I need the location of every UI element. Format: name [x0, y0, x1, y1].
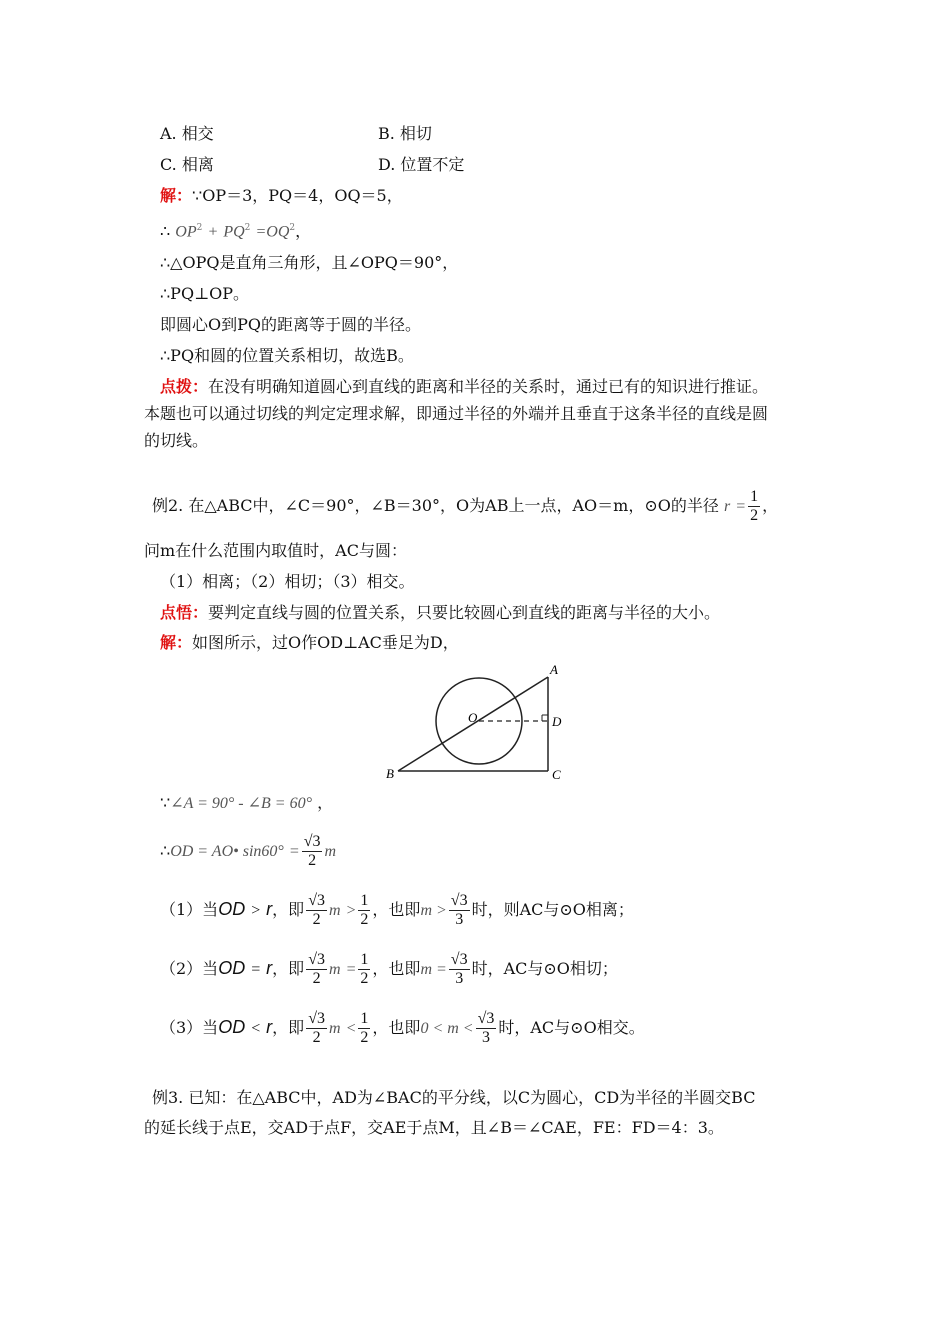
solution-1-line-4: ∴PQ⊥OP。 — [160, 284, 249, 303]
option-c: C. 相离 — [160, 155, 214, 174]
geometry-figure — [380, 660, 580, 790]
fraction-half: $\frac{1}{2}$ — [360, 892, 369, 928]
because-line: ∵∠A = 90° - ∠B = 60° ， — [160, 793, 334, 812]
case-1: （1）当OD > r，即 $\frac{√3}{2}$ m > $\frac{1}{2}$ ，也即m > $\frac{√3}{3}$ 时，则AC与⊙O相离； — [160, 892, 634, 928]
solution-label-2: 解： — [160, 633, 193, 652]
example-3-line-1: 例3. 已知：在△ABC中，AD为∠BAC的平分线，以C为圆心，CD为半径的半圆交BC — [152, 1088, 756, 1107]
label-b: B — [386, 766, 394, 781]
solution-1-line-3: ∴△OPQ是直角三角形，且∠OPQ＝90°， — [160, 253, 459, 272]
tip-line-3: 的切线。 — [144, 431, 209, 450]
example-2-line-3: （1）相离；（2）相切；（3）相交。 — [160, 572, 415, 591]
case-2: （2）当OD = r，即 $\frac{√3}{2}$ m = $\frac{1}{2}$ ，也即m = $\frac{√3}{3}$ 时，AC与⊙O相切； — [160, 951, 618, 987]
solution-label: 解： — [160, 186, 193, 205]
example-3-line-2: 的延长线于点E，交AD于点F，交AE于点M，且∠B＝∠CAE，FE：FD＝4：3。 — [144, 1118, 724, 1137]
fraction-half: $\frac{1}{2}$ — [360, 951, 369, 987]
label-c: C — [552, 767, 561, 782]
solution-1-line-2: ∴ $OP^2 + PQ^2 =OQ^2$， — [160, 221, 312, 241]
label-a: A — [550, 662, 558, 677]
example-2-title: 例2. 在△ABC中，∠C＝90°，∠B＝30°，O为AB上一点，AO＝m，⊙O的半径 r = $\frac{1}{2}$ ， — [152, 488, 779, 524]
fraction-sqrt3-over-2: $\frac{√3}{2}$ — [308, 892, 325, 928]
fraction-sqrt3-over-3: $\frac{√3}{3}$ — [477, 1010, 495, 1046]
label-d: D — [552, 714, 562, 729]
example-2-solution: 解：如图所示，过O作OD⊥AC垂足为D， — [160, 633, 459, 652]
tip-label: 点拨： — [160, 377, 209, 396]
solution-1-line-5: 即圆心O到PQ的距离等于圆的半径。 — [160, 315, 422, 334]
hint-label: 点悟： — [160, 603, 209, 622]
fraction-half: $\frac{1}{2}$ — [750, 488, 759, 524]
option-d: D. 位置不定 — [378, 155, 465, 174]
fraction-sqrt3-over-3: $\frac{√3}{3}$ — [450, 951, 468, 987]
solution-1-line-1: 解：∵OP＝3，PQ＝4，OQ＝5， — [160, 186, 403, 205]
fraction-sqrt3-over-2: $\frac{√3}{2}$ — [308, 951, 325, 987]
example-2-hint: 点悟：要判定直线与圆的位置关系，只要比较圆心到直线的距离与半径的大小。 — [160, 603, 721, 622]
example-2-line-2: 问m在什么范围内取值时，AC与圆： — [144, 541, 407, 560]
solution-1-line-6: ∴PQ和圆的位置关系相切，故选B。 — [160, 346, 414, 365]
option-a: A. 相交 — [160, 124, 214, 143]
case-3: （3）当OD < r，即 $\frac{√3}{2}$ m < $\frac{1}{2}$ ，也即0 < m < $\frac{√3}{3}$ 时，AC与⊙O相交。 — [160, 1010, 645, 1046]
option-b: B. 相切 — [378, 124, 432, 143]
fraction-sqrt3-over-2: $\frac{√3}{2}$ — [308, 1010, 325, 1046]
tip-line-1: 点拨：在没有明确知道圆心到直线的距离和半径的关系时，通过已有的知识进行推证。 — [160, 377, 769, 396]
therefore-line: ∴OD = AO• sin60° = $\frac{√3}{2}$ m — [160, 833, 337, 869]
label-o: O — [468, 710, 478, 725]
fraction-sqrt3-over-2: $\frac{√3}{2}$ — [303, 833, 321, 869]
tip-line-2: 本题也可以通过切线的判定定理求解，即通过半径的外端并且垂直于这条半径的直线是圆 — [144, 404, 769, 423]
fraction-half: $\frac{1}{2}$ — [360, 1010, 369, 1046]
fraction-sqrt3-over-3: $\frac{√3}{3}$ — [450, 892, 468, 928]
